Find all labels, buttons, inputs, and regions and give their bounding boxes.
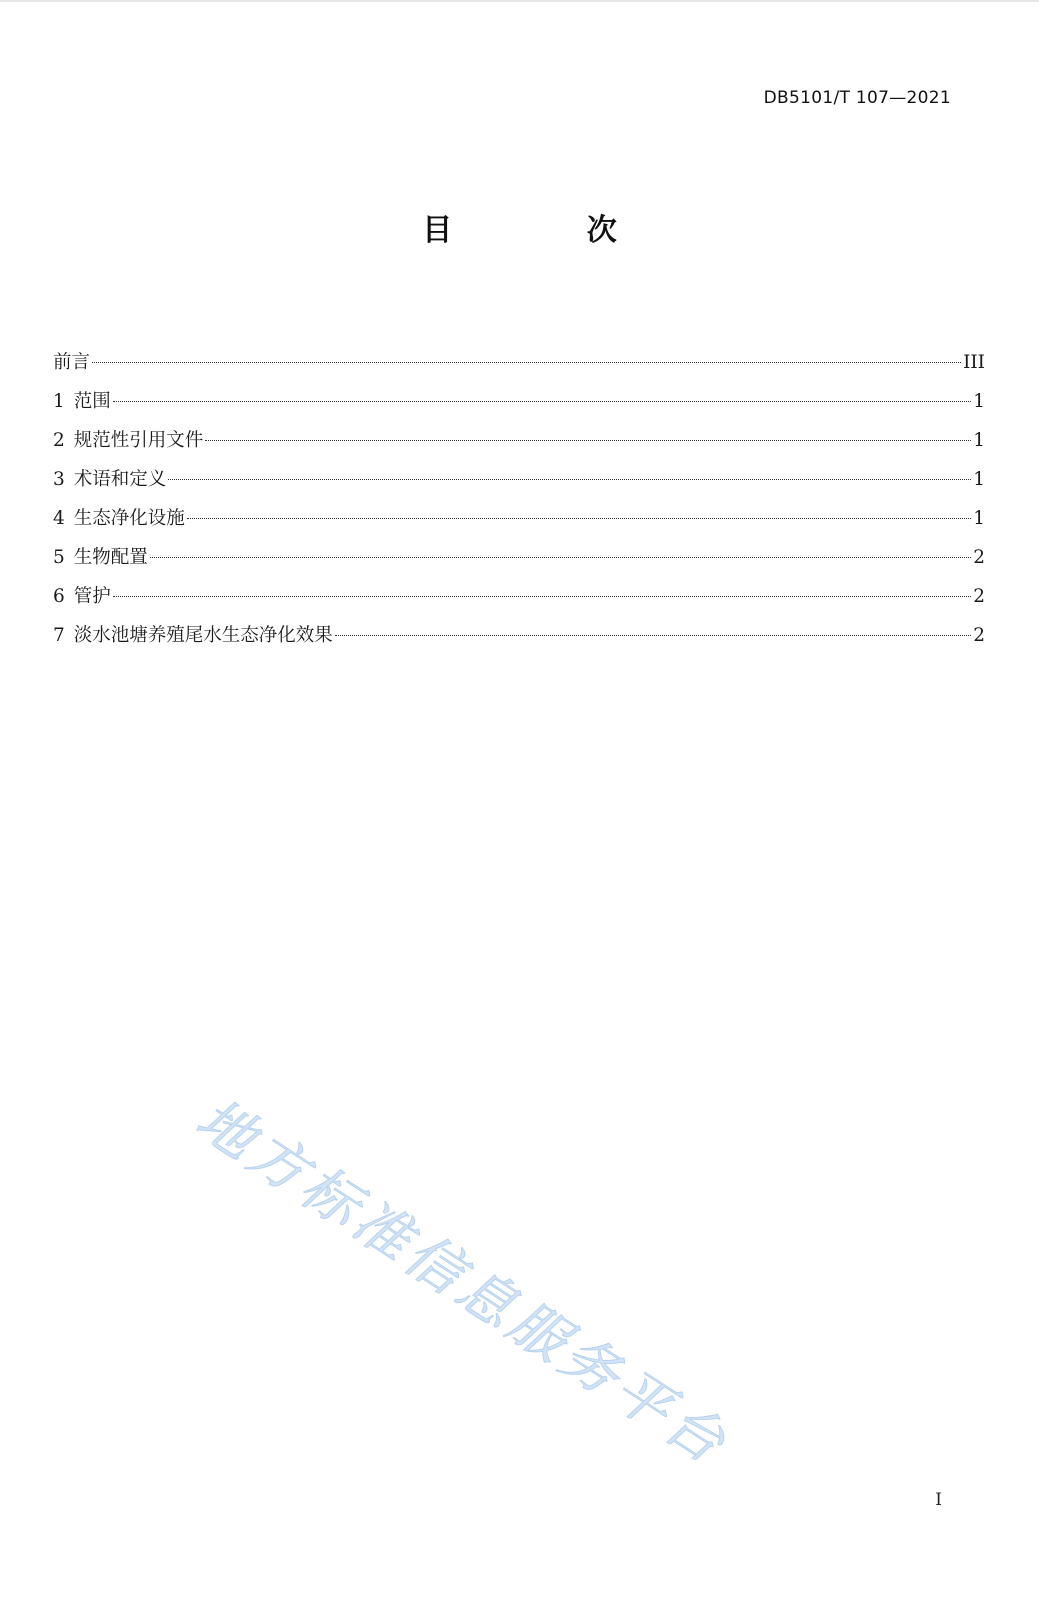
toc-entry-number: 1 xyxy=(53,391,65,412)
toc-entry-number: 4 xyxy=(53,508,65,529)
toc-dot-leader xyxy=(113,596,971,597)
toc-entry-purification-effect[interactable] xyxy=(53,616,985,655)
toc-entry-purification-facilities[interactable] xyxy=(53,499,985,538)
toc-entry-biological-configuration[interactable] xyxy=(53,538,985,577)
toc-entry-label: 淡水池塘养殖尾水生态净化效果 xyxy=(73,625,333,646)
toc-dot-leader xyxy=(113,401,971,402)
toc-entry-page: 1 xyxy=(973,430,985,451)
toc-entry-label: 前言 xyxy=(53,352,91,373)
page-number: I xyxy=(935,1490,942,1510)
toc-entry-management[interactable] xyxy=(53,577,985,616)
toc-entry-page: 1 xyxy=(973,469,985,490)
toc-entry-page: 2 xyxy=(973,547,985,568)
document-code: DB5101/T 107—2021 xyxy=(763,88,951,108)
toc-entry-number: 5 xyxy=(53,547,65,568)
toc-dot-leader xyxy=(168,479,971,480)
toc-dot-leader xyxy=(92,362,961,363)
toc-entry-label: 管护 xyxy=(73,586,111,607)
watermark: 地方标准信息服务平台 xyxy=(184,1086,741,1479)
toc-entry-label: 生物配置 xyxy=(73,547,148,568)
toc-entry-number: 3 xyxy=(53,469,65,490)
toc-dot-leader xyxy=(187,518,971,519)
toc-entry-normative-references[interactable] xyxy=(53,421,985,460)
toc-entry-scope[interactable] xyxy=(53,382,985,421)
toc-entry-page: 1 xyxy=(973,508,985,529)
toc-entry-number: 7 xyxy=(53,625,65,646)
toc-entry-foreword[interactable] xyxy=(53,343,985,382)
toc-entry-label: 生态净化设施 xyxy=(73,508,185,529)
toc-dot-leader xyxy=(150,557,971,558)
toc-entry-number: 2 xyxy=(53,430,65,451)
toc-entry-page: 1 xyxy=(973,391,985,412)
toc-entry-page: 2 xyxy=(973,586,985,607)
toc-entry-page: III xyxy=(963,352,985,373)
toc-dot-leader xyxy=(335,635,971,636)
page-top-border xyxy=(0,0,1039,2)
toc-title: 目 次 xyxy=(422,213,679,248)
toc-entry-label: 规范性引用文件 xyxy=(73,430,204,451)
toc-dot-leader xyxy=(205,440,971,441)
toc-entry-page: 2 xyxy=(973,625,985,646)
toc-entry-number: 6 xyxy=(53,586,65,607)
table-of-contents xyxy=(53,343,985,655)
toc-entry-label: 范围 xyxy=(73,391,111,412)
toc-entry-terms-definitions[interactable] xyxy=(53,460,985,499)
toc-entry-label: 术语和定义 xyxy=(73,469,167,490)
